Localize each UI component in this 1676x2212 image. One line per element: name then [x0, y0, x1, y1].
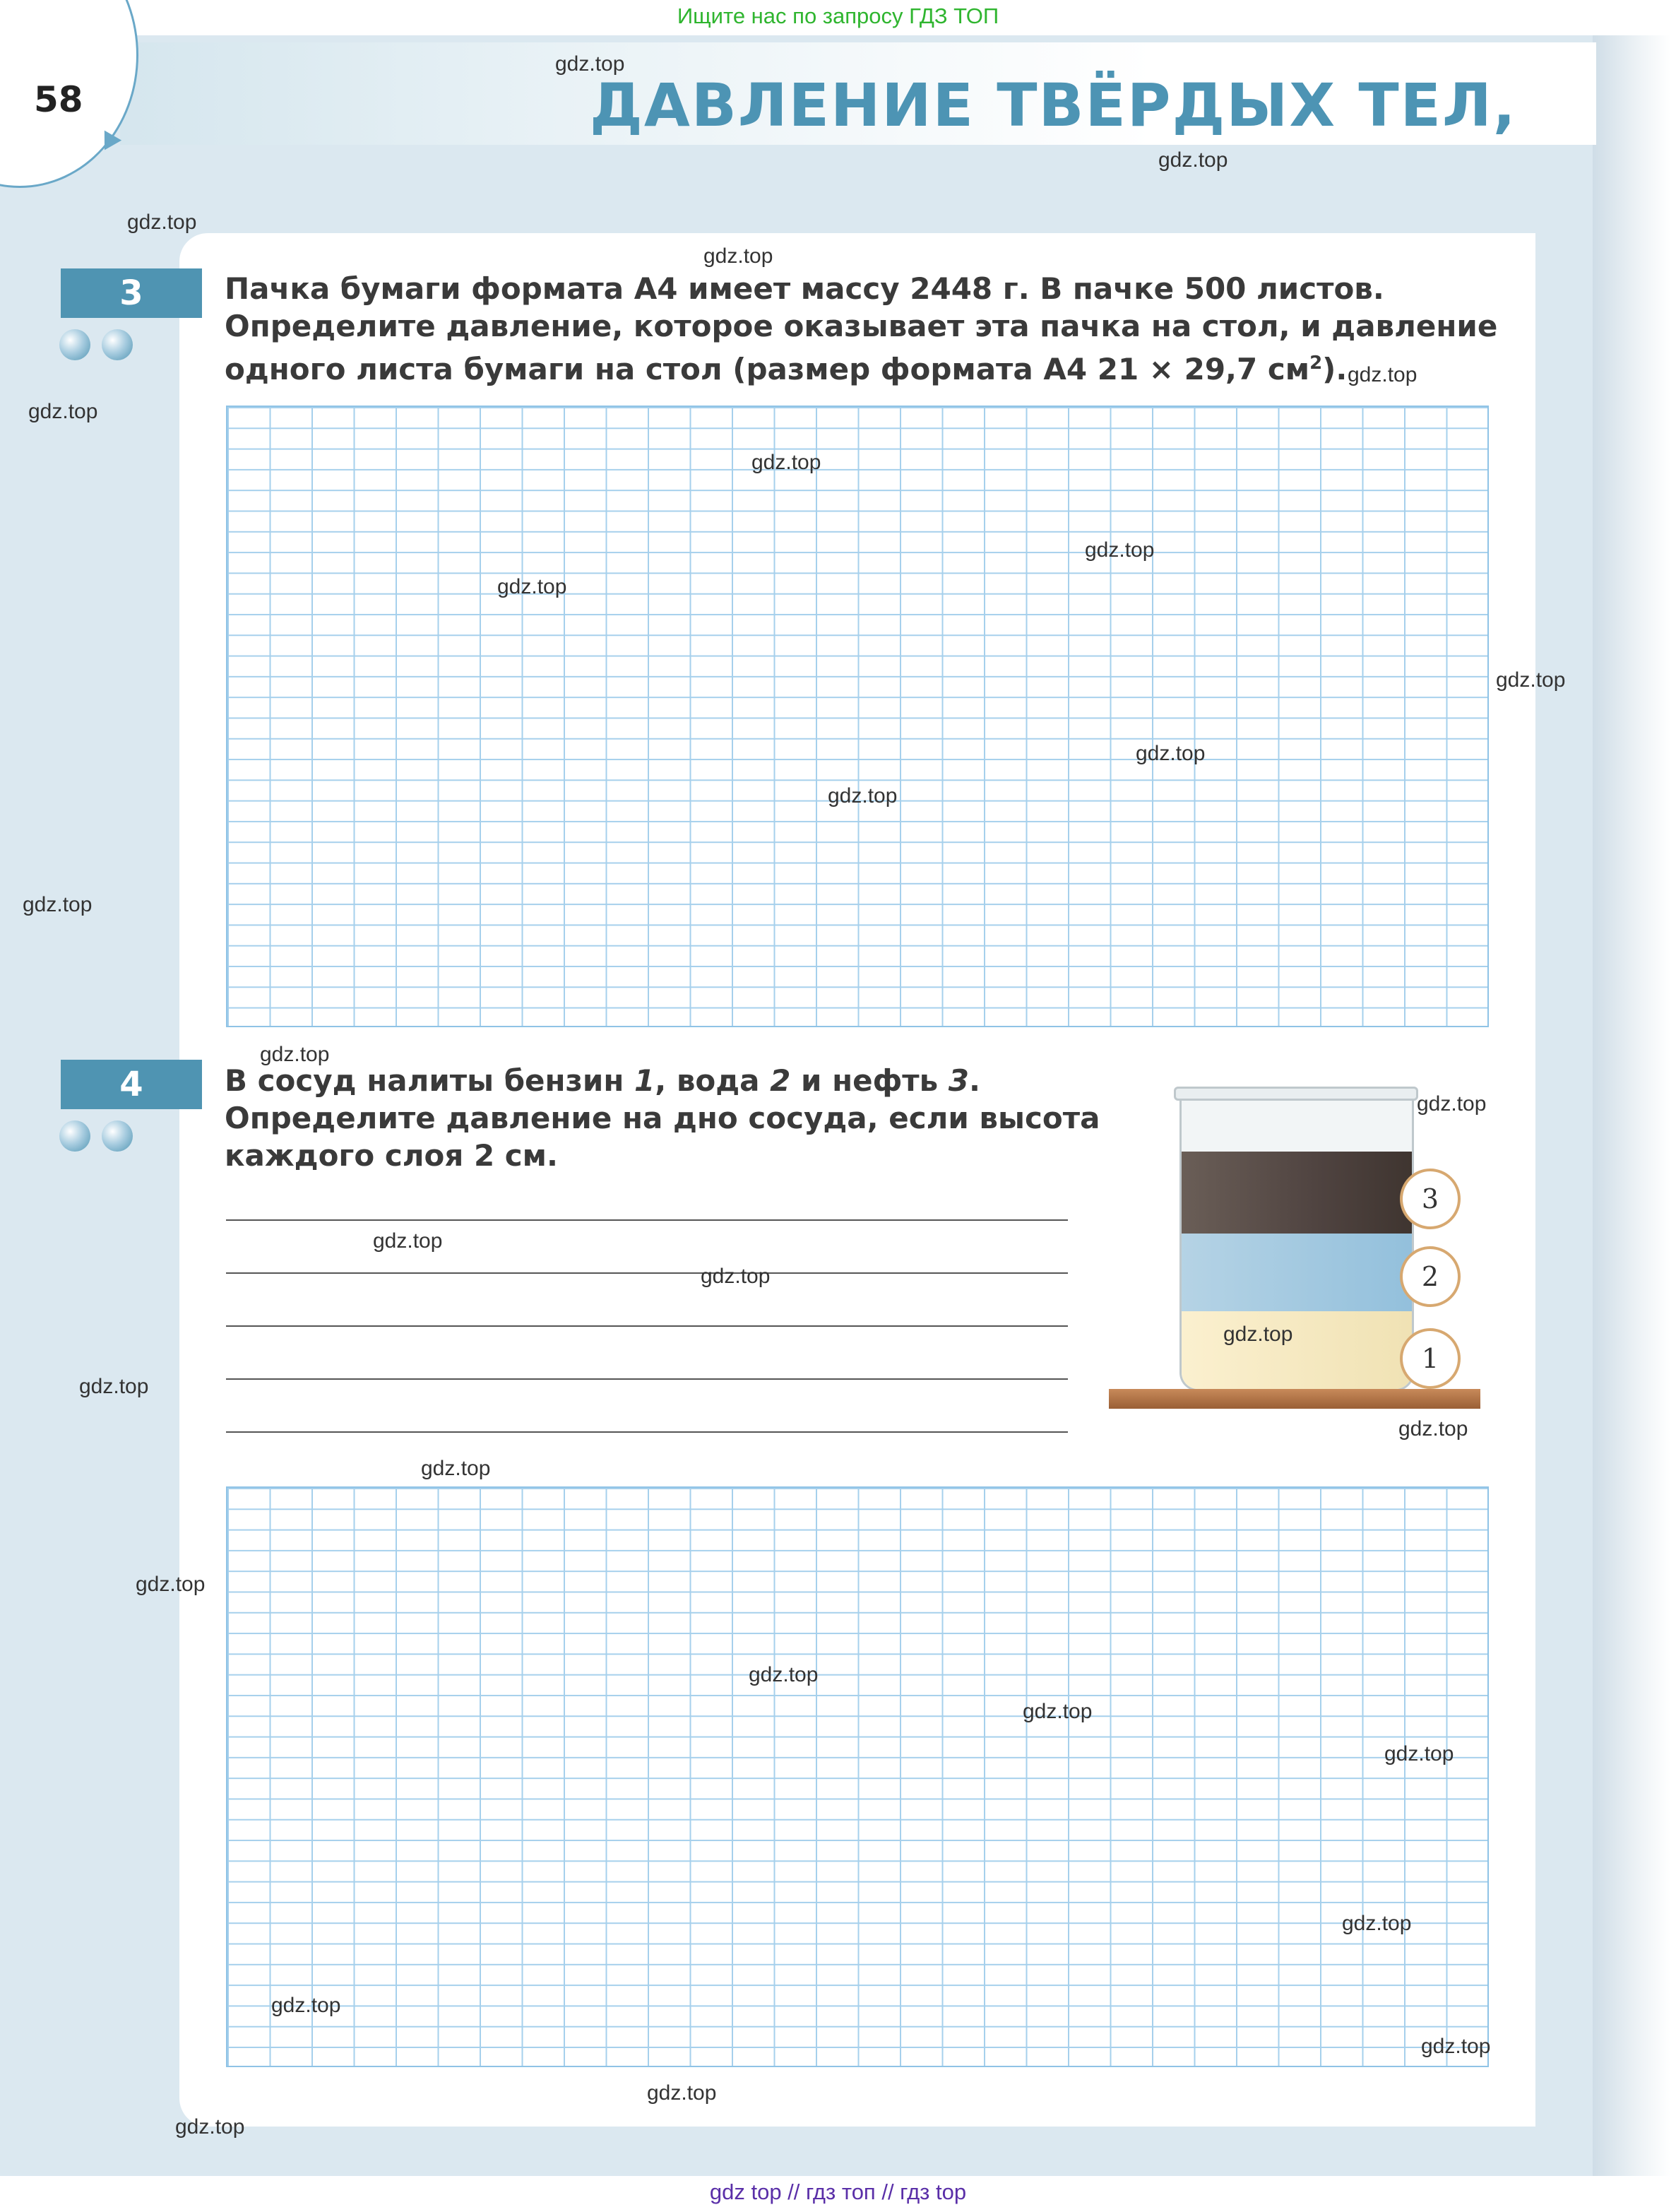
watermark: gdz.top — [1421, 2035, 1491, 2058]
watermark: gdz.top — [373, 1229, 443, 1253]
watermark: gdz.top — [79, 1375, 149, 1398]
top-search-banner[interactable]: Ищите нас по запросу ГДЗ ТОП — [677, 4, 999, 28]
difficulty-dot-icon — [102, 329, 133, 360]
answer-line[interactable] — [226, 1219, 1068, 1221]
watermark: gdz.top — [1398, 1417, 1468, 1441]
watermark: gdz.top — [828, 784, 898, 808]
difficulty-dot-icon — [102, 1120, 133, 1152]
watermark: gdz.top — [1384, 1742, 1454, 1766]
watermark: gdz.top — [1158, 148, 1228, 172]
answer-line[interactable] — [226, 1325, 1068, 1327]
task-3-line-1: Пачка бумаги формата А4 имеет массу 2448 г. В пачке 500 листов. — [225, 271, 1384, 306]
watermark: gdz.top — [421, 1457, 491, 1480]
task-number-badge: 3 — [61, 268, 202, 318]
watermark: gdz.top — [28, 400, 98, 423]
watermark: gdz.top — [497, 575, 567, 598]
vessel-rim — [1174, 1087, 1418, 1101]
difficulty-dot-icon — [59, 1120, 90, 1152]
watermark: gdz.top — [701, 1265, 771, 1288]
task-4-line-3: каждого слоя 2 см. — [225, 1138, 558, 1173]
watermark: gdz.top — [703, 244, 773, 268]
task-4-line-2: Определите давление на дно сосуда, если высота — [225, 1101, 1100, 1135]
chapter-title: ДАВЛЕНИЕ ТВЁРДЫХ ТЕЛ, — [590, 71, 1517, 140]
watermark: gdz.top — [1085, 538, 1155, 562]
watermark: gdz.top — [751, 451, 821, 474]
table-shelf — [1109, 1389, 1480, 1409]
oil-layer — [1182, 1152, 1412, 1234]
watermark: gdz.top — [127, 211, 197, 234]
watermark: gdz.top — [1496, 668, 1566, 692]
answer-grid-task-3[interactable] — [226, 406, 1489, 1027]
water-layer — [1182, 1234, 1412, 1311]
watermark: gdz.top — [136, 1573, 206, 1596]
watermark: gdz.top — [647, 2081, 717, 2105]
layer-label-3: 3 — [1400, 1169, 1461, 1229]
watermark: gdz.top — [1223, 1323, 1293, 1346]
answer-line[interactable] — [226, 1378, 1068, 1380]
layer-label-2: 2 — [1400, 1246, 1461, 1307]
task-4-line-1: В сосуд налиты бензин 1, вода 2 и нефть 3. — [225, 1063, 980, 1098]
task-3-line-2: Определите давление, которое оказывает эта пачка на стол, и давление — [225, 309, 1498, 343]
page-edge — [1593, 35, 1670, 2176]
vessel-illustration — [1179, 1092, 1414, 1391]
page-number: 58 — [34, 79, 83, 120]
task-4-text — [225, 1062, 1100, 1174]
answer-line[interactable] — [226, 1272, 1068, 1274]
watermark: gdz.top — [271, 1994, 341, 2017]
watermark: gdz.top — [175, 2115, 245, 2139]
petrol-layer — [1182, 1311, 1412, 1389]
answer-line[interactable] — [226, 1431, 1068, 1433]
difficulty-dot-icon — [59, 329, 90, 360]
watermark: gdz.top — [260, 1043, 330, 1066]
watermark: gdz.top — [1023, 1700, 1093, 1723]
task-3-line-3: одного листа бумаги на стол (размер формата А4 21 × 29,7 $см^2$). — [225, 352, 1348, 386]
watermark: gdz.top — [1342, 1912, 1412, 1935]
watermark: gdz.top — [1417, 1092, 1487, 1116]
watermark: gdz.top — [749, 1663, 819, 1686]
answer-grid-task-4[interactable] — [226, 1486, 1489, 2067]
watermark: gdz.top — [1348, 363, 1418, 386]
bottom-banner[interactable]: gdz top // гдз топ // гдз top — [709, 2180, 967, 2204]
task-3-text — [225, 270, 1497, 388]
layer-label-1: 1 — [1400, 1328, 1461, 1389]
watermark: gdz.top — [1136, 742, 1206, 765]
watermark: gdz.top — [23, 893, 93, 916]
watermark: gdz.top — [555, 52, 625, 76]
task-number-badge: 4 — [61, 1060, 202, 1109]
